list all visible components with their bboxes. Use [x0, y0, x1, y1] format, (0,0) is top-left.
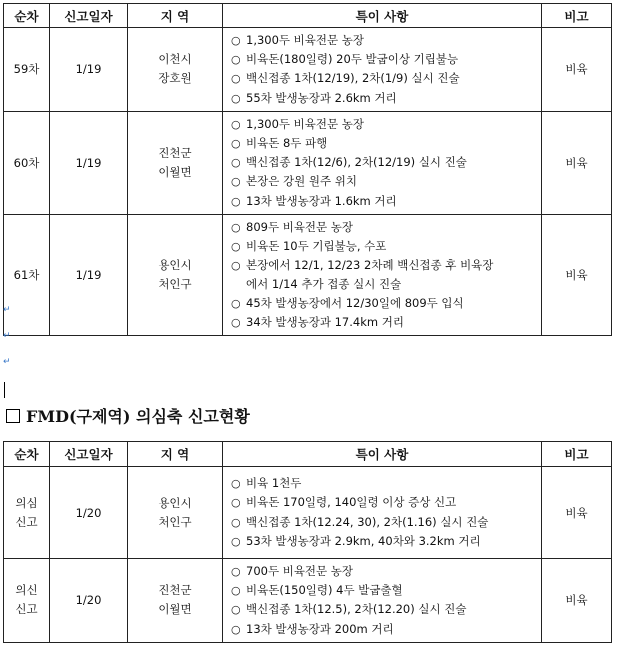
list-item: ○ 1,300두 비육전문 농장	[231, 115, 541, 134]
circle-bullet-icon: ○	[231, 53, 241, 67]
circle-bullet-icon: ○	[231, 175, 241, 189]
header-date: 신고일자	[50, 4, 128, 28]
header-date: 신고일자	[50, 442, 128, 467]
list-item: ○ 본장에서 12/1, 12/23 2차례 백신접종 후 비육장	[231, 256, 541, 275]
region-cell	[128, 111, 223, 214]
list-item: ○ 1,300두 비육전문 농장	[231, 31, 541, 50]
seq-cell: 60차	[4, 111, 50, 214]
header-notes: 특이 사항	[223, 442, 542, 467]
circle-bullet-icon: ○	[231, 477, 241, 491]
checkbox-square-icon	[6, 409, 20, 423]
list-item: ○ 34차 발생농장과 17.4km 거리	[231, 313, 541, 332]
circle-bullet-icon: ○	[231, 240, 241, 254]
circle-bullet-icon: ○	[231, 220, 241, 234]
list-item: ○ 45차 발생농장에서 12/30일에 809두 입식	[231, 294, 541, 313]
circle-bullet-icon: ○	[231, 496, 241, 510]
section-heading	[6, 404, 250, 427]
remark-cell: 비육	[542, 28, 612, 112]
circle-bullet-icon: ○	[231, 117, 241, 131]
list-item: ○ 53차 발생농장과 2.9km, 40차와 3.2km 거리	[231, 532, 541, 551]
paragraph-mark-icon: ↵	[3, 305, 11, 315]
region-cell	[128, 467, 223, 559]
header-seq: 순차	[4, 4, 50, 28]
region-cell	[128, 28, 223, 112]
list-item: ○ 비육돈(150일령) 4두 발굽출혈	[231, 581, 541, 600]
header-seq: 순차	[4, 442, 50, 467]
notes-cell	[223, 559, 542, 643]
header-remark: 비고	[542, 4, 612, 28]
date-cell: 1/19	[50, 28, 128, 112]
circle-bullet-icon: ○	[231, 622, 241, 636]
circle-bullet-icon: ○	[231, 515, 241, 529]
table-row	[4, 214, 612, 335]
region-line: 용인시	[158, 495, 192, 510]
region-line: 처인구	[158, 276, 192, 291]
remark-cell: 비육	[542, 559, 612, 643]
list-item: ○ 비육 1천두	[231, 474, 541, 493]
text-cursor	[4, 382, 5, 398]
list-item: ○ 백신접종 1차(12.5), 2차(12.20) 실시 진술	[231, 600, 541, 619]
circle-bullet-icon: ○	[231, 137, 241, 151]
list-item: ○ 700두 비육전문 농장	[231, 562, 541, 581]
circle-bullet-icon: ○	[231, 603, 241, 617]
remark-cell: 비육	[542, 214, 612, 335]
list-item: ○ 백신접종 1차(12.24, 30), 2차(1.16) 실시 진술	[231, 513, 541, 532]
seq-cell: 의심 신고	[4, 467, 50, 559]
circle-bullet-icon: ○	[231, 34, 241, 47]
report-table-1	[3, 3, 612, 336]
region-line: 진천군	[158, 583, 192, 598]
seq-cell: 의신 신고	[4, 559, 50, 643]
notes-cell	[223, 467, 542, 559]
date-cell: 1/20	[50, 467, 128, 559]
report-table-2	[3, 441, 612, 643]
region-line: 이천시	[158, 52, 192, 67]
table-row	[4, 111, 612, 214]
notes-cell	[223, 111, 542, 214]
circle-bullet-icon: ○	[231, 584, 241, 598]
date-cell: 1/20	[50, 559, 128, 643]
paragraph-mark-icon: ↵	[3, 357, 11, 367]
seq-cell: 61차	[4, 214, 50, 335]
circle-bullet-icon: ○	[231, 565, 241, 578]
list-item: ○ 13차 발생농장과 1.6km 거리	[231, 192, 541, 211]
list-item: ○ 백신접종 1차(12/6), 2차(12/19) 실시 진술	[231, 153, 541, 172]
region-cell	[128, 214, 223, 335]
date-cell: 1/19	[50, 214, 128, 335]
header-remark: 비고	[542, 442, 612, 467]
circle-bullet-icon: ○	[231, 156, 241, 170]
notes-cell	[223, 214, 542, 335]
list-item: ○ 비육돈 10두 기립불능, 수포	[231, 237, 541, 256]
paragraph-mark-icon: ↵	[3, 331, 11, 341]
notes-cell	[223, 28, 542, 112]
circle-bullet-icon: ○	[231, 534, 241, 548]
remark-cell: 비육	[542, 111, 612, 214]
list-item: ○ 비육돈 8두 파행	[231, 134, 541, 153]
region-cell	[128, 559, 223, 643]
list-item: ○ 55차 발생농장과 2.6km 거리	[231, 89, 541, 108]
header-region: 지 역	[128, 4, 223, 28]
list-item: ○ 비육돈 170일령, 140일령 이상 증상 신고	[231, 493, 541, 512]
header-notes: 특이 사항	[223, 4, 542, 28]
table-row	[4, 467, 612, 559]
region-line: 이월면	[158, 164, 192, 179]
table-row	[4, 559, 612, 643]
list-item: ○ 비육돈(180일령) 20두 발굽이상 기립불능	[231, 50, 541, 69]
circle-bullet-icon: ○	[231, 91, 241, 105]
circle-bullet-icon: ○	[231, 296, 241, 310]
circle-bullet-icon: ○	[231, 72, 241, 86]
remark-cell: 비육	[542, 467, 612, 559]
list-item: ○ 본장은 강원 원주 위치	[231, 172, 541, 191]
heading-text: FMD(구제역) 의심축 신고현황	[26, 407, 250, 426]
seq-cell: 59차	[4, 28, 50, 112]
header-region: 지 역	[128, 442, 223, 467]
circle-bullet-icon: ○	[231, 194, 241, 208]
table-row	[4, 28, 612, 112]
date-cell: 1/19	[50, 111, 128, 214]
region-line: 용인시	[158, 257, 192, 272]
region-line: 이월면	[158, 602, 192, 617]
region-line: 진천군	[158, 145, 192, 160]
circle-bullet-icon: ○	[231, 259, 241, 273]
list-item: ○ 13차 발생농장과 200m 거리	[231, 620, 541, 639]
region-line: 장호원	[158, 71, 192, 86]
list-item: ○ 809두 비육전문 농장	[231, 218, 541, 237]
circle-bullet-icon: ○	[231, 315, 241, 329]
list-item: ○ 백신접종 1차(12/19), 2차(1/9) 실시 진술	[231, 69, 541, 88]
list-item: 에서 1/14 추가 접종 실시 진술	[246, 277, 402, 292]
region-line: 처인구	[158, 514, 192, 529]
